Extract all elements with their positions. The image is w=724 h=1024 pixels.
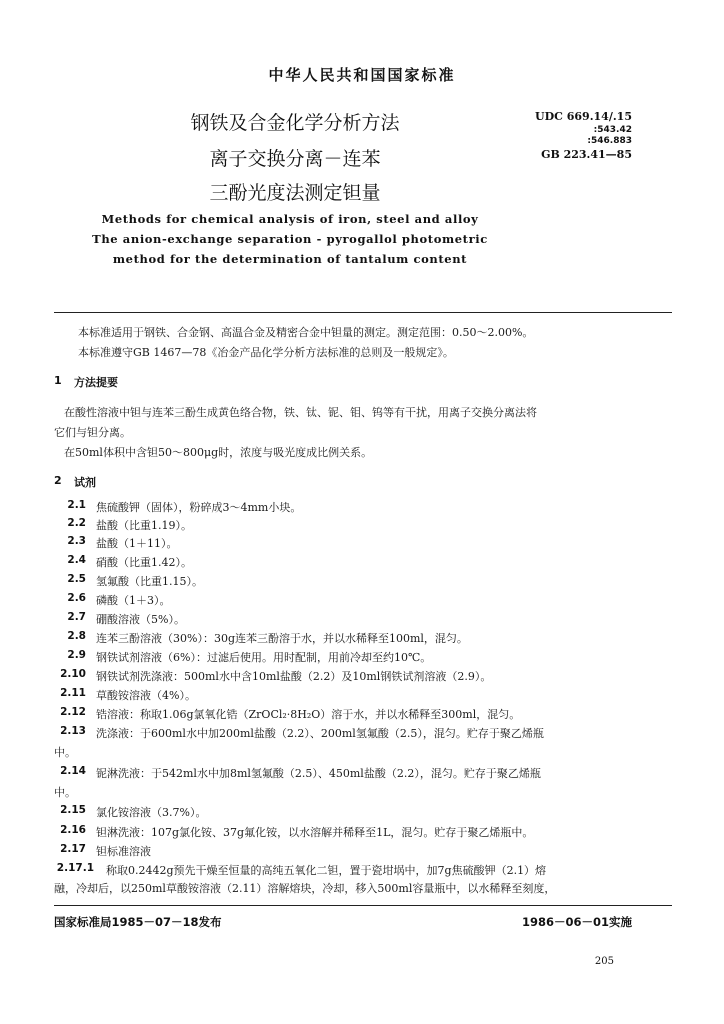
section-1-heading: 方法提要 — [74, 376, 118, 389]
reagent-number: 2.10 — [60, 668, 86, 680]
reagent-number: 2.9 — [67, 649, 86, 661]
effective-date: 1986－06－01实施 — [521, 915, 632, 929]
title-cn-line-3: 三酚光度法测定钽量 — [209, 182, 381, 204]
gb-code: GB 223.41—85 — [541, 148, 632, 161]
issue-date: 国家标准局1985－07－18发布 — [54, 915, 222, 929]
reagent-number: 2.12 — [60, 706, 86, 718]
section-2-number: 2 — [54, 474, 62, 487]
reagent-text: 硼酸溶液（5%）。 — [96, 613, 185, 626]
reagent-number: 2.2 — [67, 517, 86, 529]
reagent-number: 2.1 — [67, 499, 86, 511]
reagent-text: 钽标准溶液 — [96, 845, 151, 858]
udc-sub-1: :543.42 — [593, 125, 632, 135]
reagent-text: 洗涤液：于600ml水中加200ml盐酸（2.2）、200ml氢氟酸（2.5），混匀。贮存于聚乙烯瓶 — [96, 727, 544, 740]
title-en-line-3: method for the determination of tantalum content — [112, 252, 468, 266]
reagent-number: 2.11 — [60, 687, 86, 699]
reagent-number: 2.8 — [67, 630, 86, 642]
section-1-para-2: 在50ml体积中含钽50～800μg时，浓度与吸光度成比例关系。 — [64, 446, 373, 459]
reagent-text: 连苯三酚溶液（30%）：30g连苯三酚溶于水，并以水稀释至100ml，混匀。 — [96, 632, 468, 645]
reagent-text: 氯化铵溶液（3.7%）。 — [96, 806, 207, 819]
standard-label: 中华人民共和国国家标准 — [268, 66, 456, 84]
footer-divider — [54, 905, 672, 906]
reagent-number: 2.15 — [60, 804, 86, 816]
section-1-para-1: 在酸性溶液中钽与连苯三酚生成黄色络合物，铁、钛、铌、钼、钨等有干扰，用离子交换分离法将 — [64, 406, 537, 419]
reagent-number: 2.13 — [60, 725, 86, 737]
reagent-text-cont: 中。 — [54, 786, 76, 799]
section-1-para-1-cont: 它们与钽分离。 — [54, 426, 131, 439]
reagent-number: 2.4 — [67, 554, 86, 566]
reagent-number: 2.14 — [60, 765, 86, 777]
reagent-text: 钽淋洗液：107g氯化铵、37g氟化铵，以水溶解并稀释至1L，混匀。贮存于聚乙烯瓶中。 — [96, 826, 534, 839]
reagent-text-cont: 中。 — [54, 746, 76, 759]
intro-reference: 本标准遵守GB 1467—78《冶金产品化学分析方法标准的总则及一般规定》。 — [78, 346, 454, 359]
reagent-number: 2.5 — [67, 573, 86, 585]
section-2-heading: 试剂 — [74, 476, 96, 489]
reagent-number: 2.6 — [67, 592, 86, 604]
reagent-text-cont: 融，冷却后，以250ml草酸铵溶液（2.11）溶解熔块，冷却，移入500ml容量瓶中，以水稀释至刻度， — [54, 882, 556, 895]
title-cn-line-2: 离子交换分离－连苯 — [209, 148, 381, 170]
title-en-line-1: Methods for chemical analysis of iron, steel and alloy — [101, 212, 479, 226]
reagent-text: 盐酸（1＋11）。 — [96, 537, 178, 550]
reagent-number: 2.16 — [60, 824, 86, 836]
reagent-text: 锆溶液：称取1.06g氯氧化锆（ZrOCl₂·8H₂O）溶于水，并以水稀释至300ml，混匀。 — [96, 708, 521, 721]
page-number: 205 — [594, 956, 614, 967]
reagent-text: 氢氟酸（比重1.15）。 — [96, 575, 203, 588]
reagent-text: 磷酸（1＋3）。 — [96, 594, 171, 607]
udc-sub-2: :546.883 — [587, 136, 632, 146]
reagent-text: 铌淋洗液：于542ml水中加8ml氢氟酸（2.5）、450ml盐酸（2.2），混匀。贮存于聚乙烯瓶 — [96, 767, 541, 780]
intro-scope: 本标准适用于钢铁、合金钢、高温合金及精密合金中钽量的测定。测定范围：0.50～2.00%。 — [78, 326, 534, 339]
reagent-text: 钢铁试剂洗涤液：500ml水中含10ml盐酸（2.2）及10ml钢铁试剂溶液（2.9）。 — [96, 670, 492, 683]
reagent-text: 焦硫酸钾（固体），粉碎成3～4mm小块。 — [96, 501, 302, 514]
header-divider — [54, 312, 672, 313]
title-cn-line-1: 钢铁及合金化学分析方法 — [190, 112, 400, 134]
reagent-number: 2.17.1 — [56, 862, 94, 874]
title-en-line-2: The anion-exchange separation - pyrogallol photometric — [92, 232, 488, 246]
section-1-number: 1 — [54, 374, 62, 387]
reagent-number: 2.3 — [67, 535, 86, 547]
reagent-text: 硝酸（比重1.42）。 — [96, 556, 192, 569]
reagent-number: 2.7 — [67, 611, 86, 623]
reagent-text: 称取0.2442g预先干燥至恒量的高纯五氧化二钽，置于瓷坩埚中，加7g焦硫酸钾（2.1）熔 — [106, 864, 547, 877]
reagent-text: 盐酸（比重1.19）。 — [96, 519, 192, 532]
udc-code: UDC 669.14/.15 — [535, 110, 632, 123]
reagent-number: 2.17 — [60, 843, 86, 855]
reagent-text: 钢铁试剂溶液（6%）：过滤后使用。用时配制，用前冷却至约10℃。 — [96, 651, 432, 664]
reagent-text: 草酸铵溶液（4%）。 — [96, 689, 196, 702]
